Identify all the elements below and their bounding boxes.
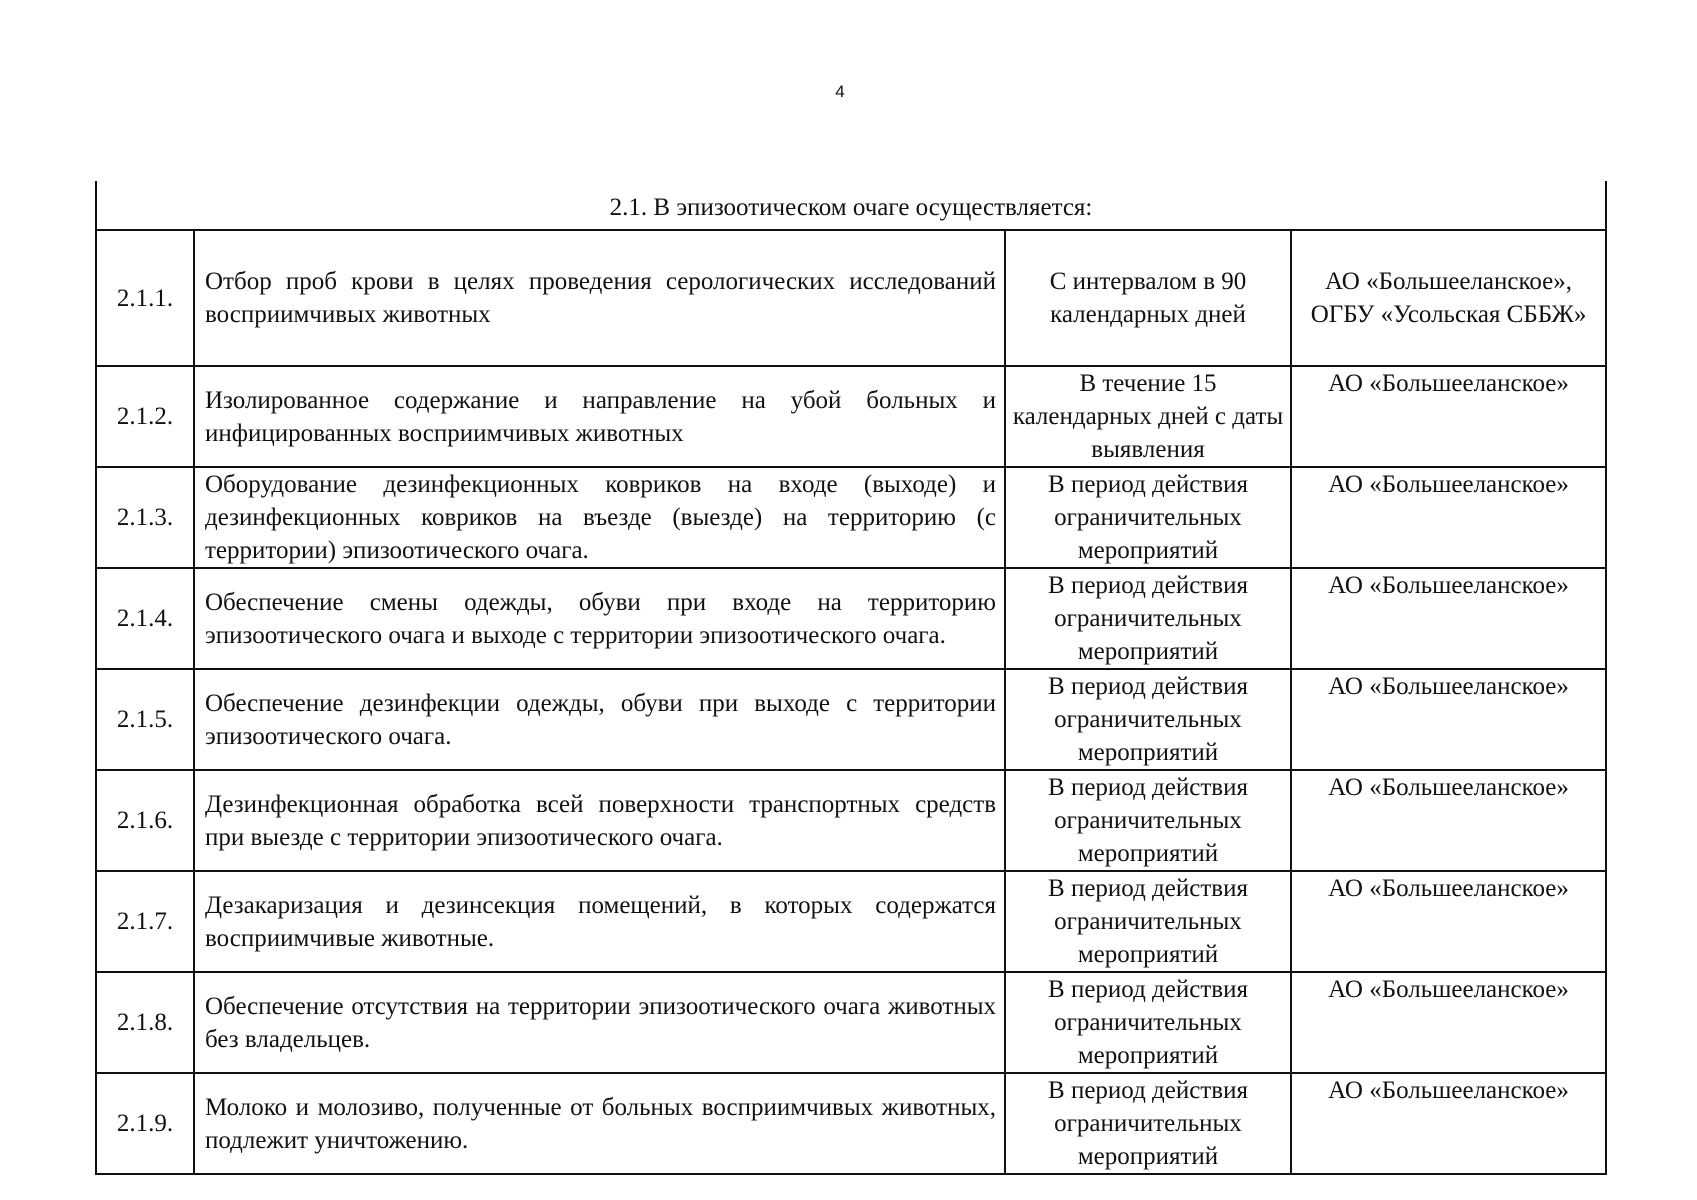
item-term: В период действия ограничительных мероприятий xyxy=(1005,770,1291,871)
item-number: 2.1.8. xyxy=(96,972,194,1073)
table-row xyxy=(96,230,1606,366)
item-description: Отбор проб крови в целях проведения серологических исследований восприимчивых животных xyxy=(194,230,1005,366)
table-row xyxy=(96,568,1606,669)
item-description: Обеспечение дезинфекции одежды, обуви при выходе с территории эпизоотического очага. xyxy=(194,669,1005,770)
item-responsible: АО «Большееланское» xyxy=(1291,972,1606,1073)
item-responsible: АО «Большееланское» xyxy=(1291,669,1606,770)
item-responsible: АО «Большееланское» xyxy=(1291,467,1606,568)
item-number: 2.1.6. xyxy=(96,770,194,871)
item-responsible: АО «Большееланское» xyxy=(1291,366,1606,467)
item-term: В течение 15 календарных дней с даты выявления xyxy=(1005,366,1291,467)
item-responsible: АО «Большееланское» xyxy=(1291,1073,1606,1174)
table-row xyxy=(96,770,1606,871)
item-description: Обеспечение отсутствия на территории эпизоотического очага животных без владельцев. xyxy=(194,972,1005,1073)
section-heading: 2.1. В эпизоотическом очаге осуществляется: xyxy=(96,181,1606,230)
table-row xyxy=(96,366,1606,467)
measures-table xyxy=(95,181,1607,1175)
item-responsible: АО «Большееланское» xyxy=(1291,568,1606,669)
table-row xyxy=(96,669,1606,770)
item-description: Обеспечение смены одежды, обуви при входе на территорию эпизоотического очага и выходе с территории эпизоотического очага. xyxy=(194,568,1005,669)
item-number: 2.1.2. xyxy=(96,366,194,467)
table-row xyxy=(96,1073,1606,1174)
item-term: В период действия ограничительных мероприятий xyxy=(1005,1073,1291,1174)
item-term: В период действия ограничительных мероприятий xyxy=(1005,871,1291,972)
page-number: 4 xyxy=(835,82,845,101)
item-number: 2.1.5. xyxy=(96,669,194,770)
item-responsible: АО «Большееланское», ОГБУ «Усольская СББЖ» xyxy=(1291,230,1606,366)
item-term: С интервалом в 90 календарных дней xyxy=(1005,230,1291,366)
item-number: 2.1.4. xyxy=(96,568,194,669)
table-row xyxy=(96,871,1606,972)
item-description: Дезинфекционная обработка всей поверхности транспортных средств при выезде с территории эпизоотического очага. xyxy=(194,770,1005,871)
item-term: В период действия ограничительных мероприятий xyxy=(1005,972,1291,1073)
item-description: Оборудование дезинфекционных ковриков на входе (выходе) и дезинфекционных ковриков на въезде (выезде) на территорию (с территории) эпизоотического очага. xyxy=(194,467,1005,568)
item-responsible: АО «Большееланское» xyxy=(1291,871,1606,972)
item-description: Дезакаризация и дезинсекция помещений, в которых содержатся восприимчивые животные. xyxy=(194,871,1005,972)
item-description: Молоко и молозиво, полученные от больных восприимчивых животных, подлежит уничтожению. xyxy=(194,1073,1005,1174)
item-number: 2.1.7. xyxy=(96,871,194,972)
section-heading-row xyxy=(96,181,1606,230)
item-responsible: АО «Большееланское» xyxy=(1291,770,1606,871)
item-term: В период действия ограничительных мероприятий xyxy=(1005,568,1291,669)
item-number: 2.1.1. xyxy=(96,230,194,366)
item-term: В период действия ограничительных мероприятий xyxy=(1005,669,1291,770)
item-number: 2.1.9. xyxy=(96,1073,194,1174)
item-number: 2.1.3. xyxy=(96,467,194,568)
table-row xyxy=(96,972,1606,1073)
table-row xyxy=(96,467,1606,568)
item-description: Изолированное содержание и направление на убой больных и инфицированных восприимчивых животных xyxy=(194,366,1005,467)
item-term: В период действия ограничительных мероприятий xyxy=(1005,467,1291,568)
